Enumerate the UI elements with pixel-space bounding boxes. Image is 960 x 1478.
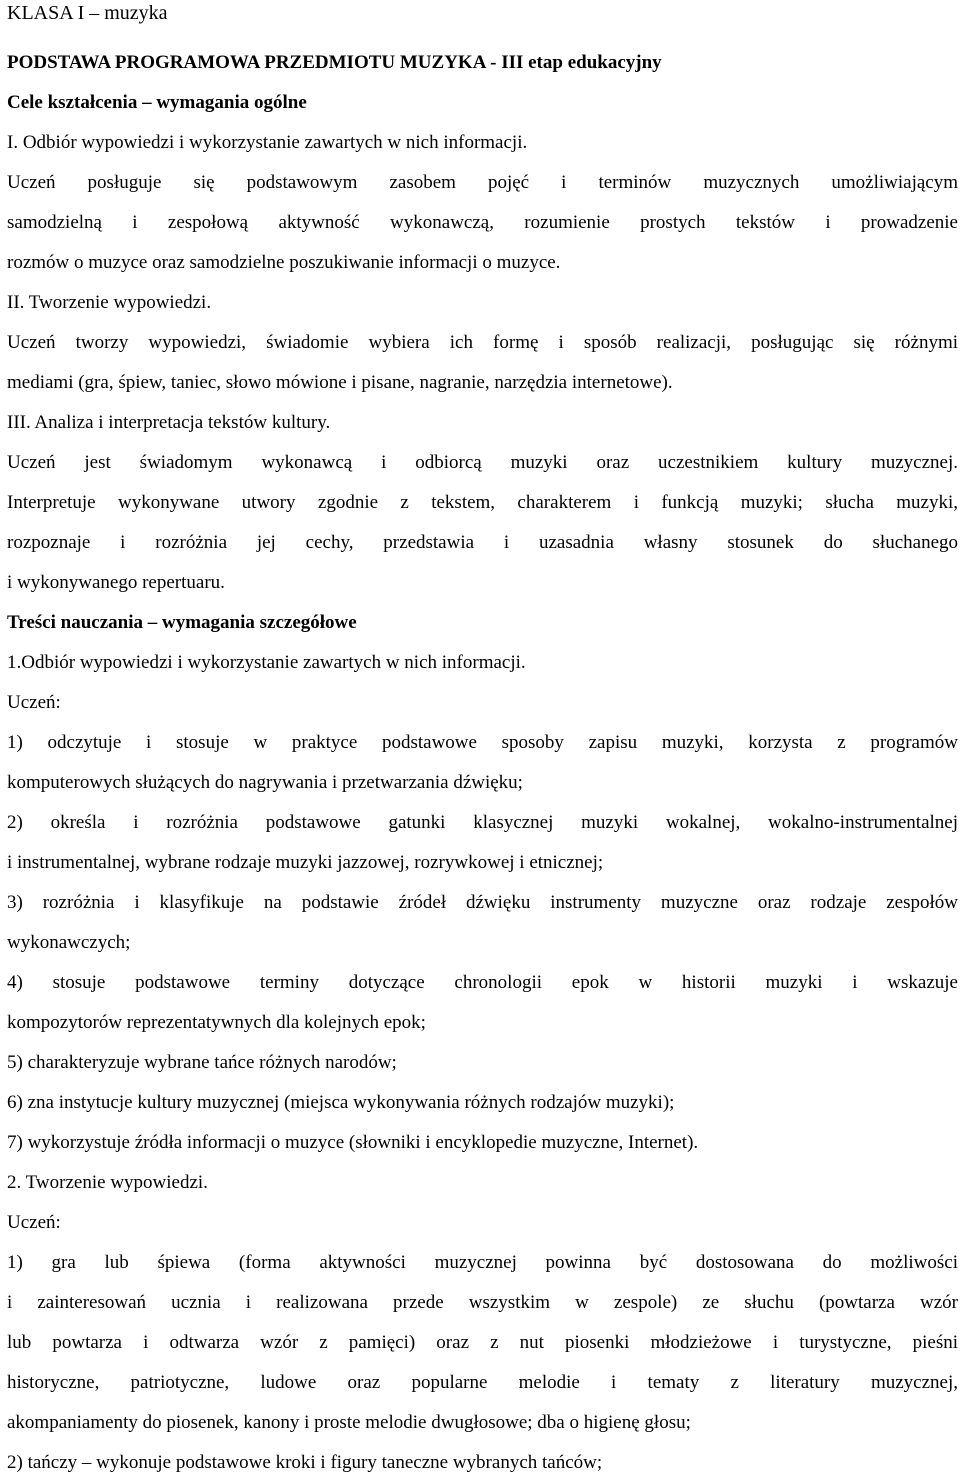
goal-3-text-line: Interpretuje wykonywane utwory zgodnie z tekstem, charakterem i funkcją muzyki; słucha muzyki, [7,492,958,513]
requirement-line: 3) rozróżnia i klasyfikuje na podstawie źródeł dźwięku instrumenty muzyczne oraz rodzaje zespołów [7,892,958,913]
class-title: KLASA I – muzyka [7,2,168,24]
requirement-line: i zainteresowań ucznia i realizowana przede wszystkim w zespole) ze słuchu (powtarza wzór [7,1292,958,1313]
goal-3-text-line: rozpoznaje i rozróżnia jej cechy, przedstawia i uzasadnia własny stosunek do słuchanego [7,532,958,553]
goal-3-text-line: i wykonywanego repertuaru. [7,572,225,593]
goal-1-text-line: Uczeń posługuje się podstawowym zasobem pojęć i terminów muzycznych umożliwiającym [7,172,958,193]
student-label: Uczeń: [7,1212,61,1233]
requirement-line: historyczne, patriotyczne, ludowe oraz popularne melodie i tematy z literatury muzycznej, [7,1372,958,1393]
goal-3-text-line: Uczeń jest świadomym wykonawcą i odbiorcą muzyki oraz uczestnikiem kultury muzycznej. [7,452,958,473]
goal-1-text-line: rozmów o muzyce oraz samodzielne poszukiwanie informacji o muzyce. [7,252,561,273]
goal-2-title: II. Tworzenie wypowiedzi. [7,292,212,313]
goal-1-text-line: samodzielną i zespołową aktywność wykonawczą, rozumienie prostych tekstów i prowadzenie [7,212,958,233]
goal-2-text-line: Uczeń tworzy wypowiedzi, świadomie wybiera ich formę i sposób realizacji, posługując się różnymi [7,332,958,353]
general-goals-heading: Cele kształcenia – wymagania ogólne [7,92,307,113]
section-2-title: 2. Tworzenie wypowiedzi. [7,1172,208,1193]
requirement-line: 4) stosuje podstawowe terminy dotyczące chronologii epok w historii muzyki i wskazuje [7,972,958,993]
requirement-line: wykonawczych; [7,932,131,953]
requirement-line: komputerowych służących do nagrywania i przetwarzania dźwięku; [7,772,523,793]
requirement-line: akompaniamenty do piosenek, kanony i proste melodie dwugłosowe; dba o higienę głosu; [7,1412,691,1433]
requirement-line: lub powtarza i odtwarza wzór z pamięci) oraz z nut piosenki młodzieżowe i turystyczne, pieśni [7,1332,958,1353]
student-label: Uczeń: [7,692,61,713]
document-heading: PODSTAWA PROGRAMOWA PRZEDMIOTU MUZYKA - III etap edukacyjny [7,52,662,73]
requirement-line: 7) wykorzystuje źródła informacji o muzyce (słowniki i encyklopedie muzyczne, Internet). [7,1132,699,1153]
requirement-line: 2) określa i rozróżnia podstawowe gatunki klasycznej muzyki wokalnej, wokalno-instrumentalnej [7,812,958,833]
requirement-line: 5) charakteryzuje wybrane tańce różnych narodów; [7,1052,397,1073]
requirement-line: 1) odczytuje i stosuje w praktyce podstawowe sposoby zapisu muzyki, korzysta z programów [7,732,958,753]
requirement-line: 1) gra lub śpiewa (forma aktywności muzycznej powinna być dostosowana do możliwości [7,1252,958,1273]
requirement-line: i instrumentalnej, wybrane rodzaje muzyki jazzowej, rozrywkowej i etnicznej; [7,852,604,873]
goal-2-text-line: mediami (gra, śpiew, taniec, słowo mówione i pisane, nagranie, narzędzia internetowe). [7,372,673,393]
content-heading: Treści nauczania – wymagania szczegółowe [7,612,357,633]
requirement-line: kompozytorów reprezentatywnych dla kolejnych epok; [7,1012,426,1033]
section-1-title: 1.Odbiór wypowiedzi i wykorzystanie zawartych w nich informacji. [7,652,526,673]
goal-1-title: I. Odbiór wypowiedzi i wykorzystanie zawartych w nich informacji. [7,132,528,153]
requirement-line: 2) tańczy – wykonuje podstawowe kroki i figury taneczne wybranych tańców; [7,1452,603,1473]
goal-3-title: III. Analiza i interpretacja tekstów kultury. [7,412,331,433]
requirement-line: 6) zna instytucje kultury muzycznej (miejsca wykonywania różnych rodzajów muzyki); [7,1092,675,1113]
